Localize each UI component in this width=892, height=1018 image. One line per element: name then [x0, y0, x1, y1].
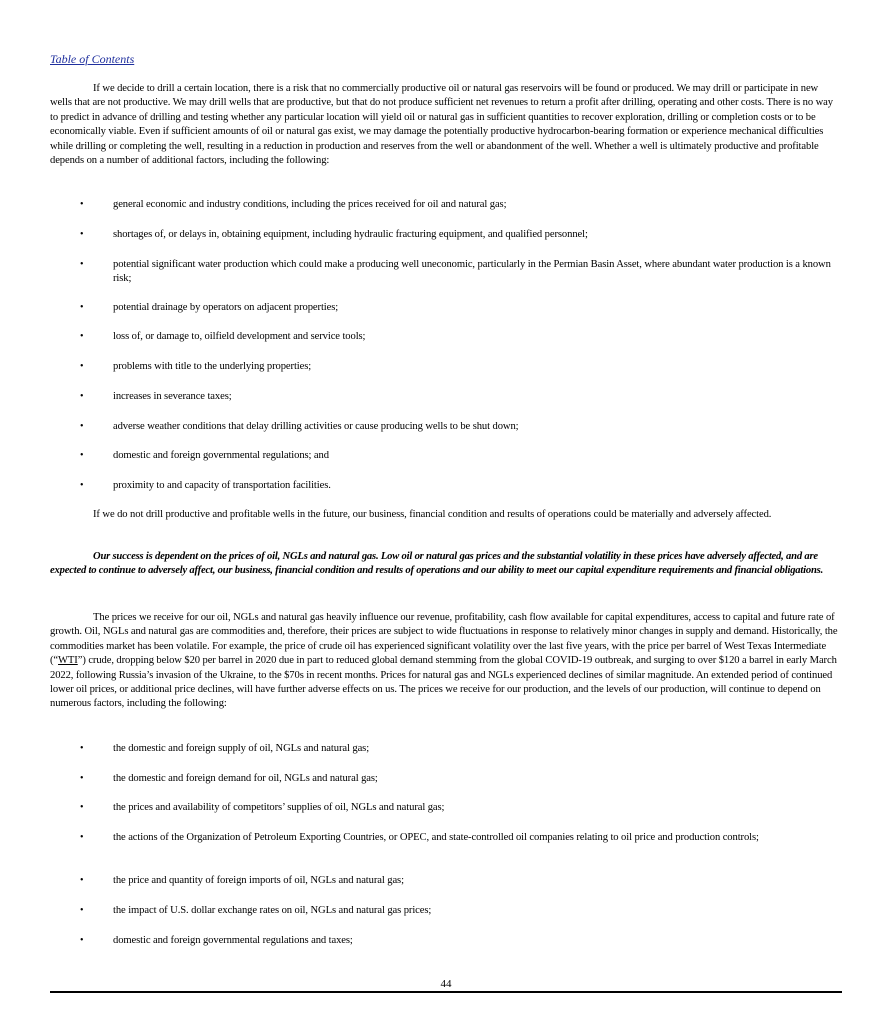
list-item-text: shortages of, or delays in, obtaining equipment, including hydraulic fracturing equipment, and qualified personnel; — [113, 229, 588, 240]
table-of-contents-link[interactable]: Table of Contents — [50, 52, 135, 66]
list-item-text: the domestic and foreign supply of oil, NGLs and natural gas; — [113, 743, 370, 754]
bullet-icon: • — [80, 832, 84, 843]
paragraph-drilling-conclusion: If we do not drill productive and profitable wells in the future, our business, financial condition and results of operations could be materially and adversely affected. — [93, 509, 772, 520]
bullet-icon: • — [80, 391, 84, 402]
paragraph-text-after: ”) crude, dropping below $20 per barrel in 2020 due in part to reduced global demand stemming from the global COVID-19 outbreak, and surging to over $120 a barrel in early March 2022, following Russia’s invasion of the Ukraine, to the $70s in recent months. Prices for natural gas and NGLs experienced declines of similar magnitude. An extended period of continued lower oil prices, or additional price declines, will have further adverse effects on us. The prices we receive for our production, and the levels of our production, will continue to depend on numerous factors, including the following: — [50, 655, 837, 710]
page-number: 44 — [440, 978, 452, 990]
bullet-icon: • — [80, 199, 84, 210]
paragraph-drilling-risk: If we decide to drill a certain location, there is a risk that no commercially productive oil or natural gas reservoirs will be found or produced. We may drill or participate in new wells that are not productive. We may drill wells that are productive, but that do not produce sufficient net revenues to return a profit after drilling, operating and other costs. There is no way to predict in advance of drilling and testing whether any particular location will yield oil or natural gas in sufficient quantities to recover exploration, drilling or completion costs or to be economically viable. Even if sufficient amounts of oil or natural gas exist, we may damage the potentially productive hydrocarbon-bearing formation or experience mechanical difficulties while drilling or completing the well, resulting in a reduction in production and reserves from the well or abandonment of the well. Whether a well is ultimately productive and profitable depends on a number of additional factors, including the following: — [50, 83, 833, 167]
paragraph-commodity-prices — [50, 611, 842, 712]
bullet-icon: • — [80, 229, 84, 240]
list-item-text: potential significant water production which could make a producing well uneconomic, particularly in the Permian Basin Asset, where abundant water production is a known risk; — [113, 259, 831, 285]
bullet-icon: • — [80, 331, 84, 342]
risk-factor-heading: Our success is dependent on the prices of oil, NGLs and natural gas. Low oil or natural gas prices and the substantial volatility in these prices have adversely affected, and are expected to continue to adversely affect, our business, financial condition and results of operations and our ability to meet our capital expenditure requirements and financial obligations. — [50, 551, 824, 577]
list-item-text: the price and quantity of foreign imports of oil, NGLs and natural gas; — [113, 875, 404, 886]
list-item-text: problems with title to the underlying properties; — [113, 361, 312, 372]
bullet-icon: • — [80, 361, 84, 372]
bullet-icon: • — [80, 450, 84, 461]
bullet-icon: • — [80, 802, 84, 813]
bullet-icon: • — [80, 421, 84, 432]
bullet-icon: • — [80, 773, 84, 784]
list-item-text: the prices and availability of competitors’ supplies of oil, NGLs and natural gas; — [113, 802, 445, 813]
wti-defined-term: WTI — [58, 655, 78, 667]
list-item-text: adverse weather conditions that delay drilling activities or cause producing wells to be shut down; — [113, 421, 519, 432]
list-item-text: the impact of U.S. dollar exchange rates on oil, NGLs and natural gas prices; — [113, 905, 432, 916]
paragraph-text-before: The prices we receive for our oil, NGLs and natural gas heavily influence our revenue, profitability, cash flow available for capital expenditures, access to capital and future rate of growth. Oil, NGLs and natural gas are commodities and, therefore, their prices are subject to wide fluctuations in response to relatively minor changes in supply and demand. Historically, the commodities market has been volatile. For example, the price of crude oil has experienced significant volatility over the last five years, with the price per barrel of West Texas Intermediate (“ — [50, 612, 838, 667]
bullet-icon: • — [80, 302, 84, 313]
list-item-text: the domestic and foreign demand for oil, NGLs and natural gas; — [113, 773, 378, 784]
list-item-text: domestic and foreign governmental regulations and taxes; — [113, 935, 353, 946]
bullet-icon: • — [80, 480, 84, 491]
bullet-icon: • — [80, 905, 84, 916]
list-item-text: proximity to and capacity of transportation facilities. — [113, 480, 331, 491]
list-item-text: potential drainage by operators on adjacent properties; — [113, 302, 339, 313]
list-item-text: general economic and industry conditions, including the prices received for oil and natural gas; — [113, 199, 507, 210]
list-item-text: the actions of the Organization of Petroleum Exporting Countries, or OPEC, and state-controlled oil companies relating to oil price and production controls; — [113, 832, 759, 843]
bullet-icon: • — [80, 259, 84, 270]
bullet-icon: • — [80, 743, 84, 754]
bullet-icon: • — [80, 935, 84, 946]
bullet-icon: • — [80, 875, 84, 886]
footer-divider — [50, 991, 842, 993]
list-item-text: increases in severance taxes; — [113, 391, 232, 402]
list-item-text: domestic and foreign governmental regulations; and — [113, 450, 329, 461]
list-item-text: loss of, or damage to, oilfield development and service tools; — [113, 331, 366, 342]
